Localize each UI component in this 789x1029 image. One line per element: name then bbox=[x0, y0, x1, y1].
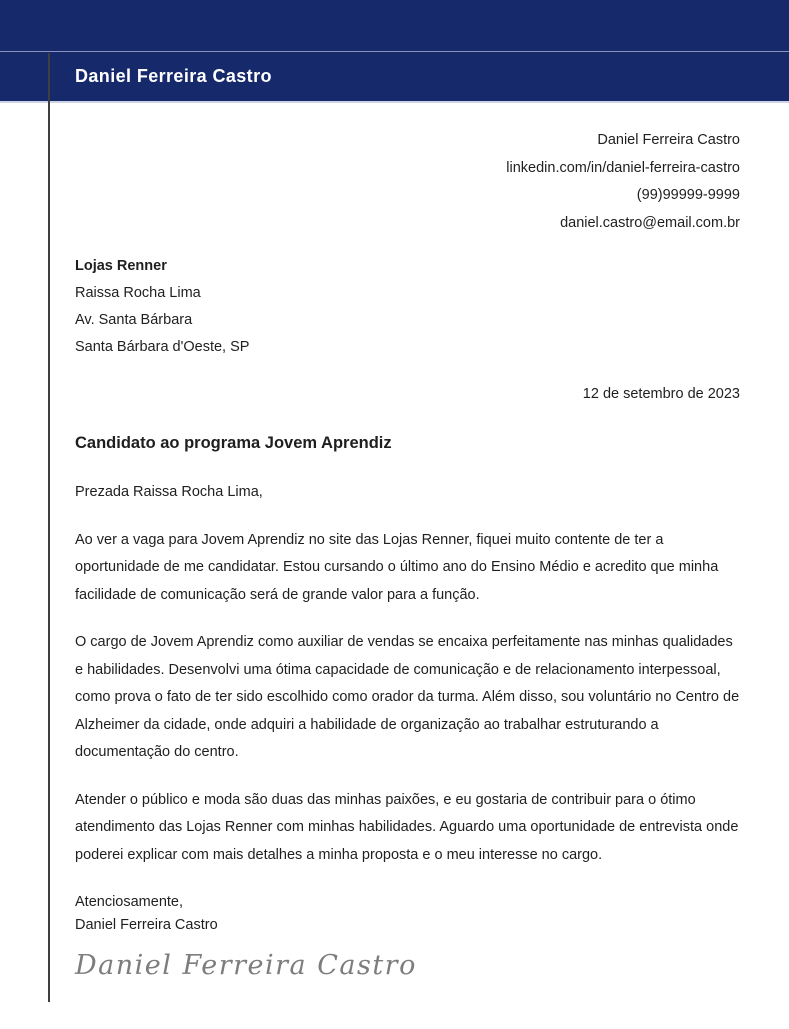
left-vertical-rule bbox=[48, 53, 50, 1002]
page-title: Daniel Ferreira Castro bbox=[75, 66, 272, 86]
contact-email: daniel.castro@email.com.br bbox=[560, 214, 740, 231]
letter-date: 12 de setembro de 2023 bbox=[582, 386, 740, 402]
recipient-company: Lojas Renner bbox=[75, 258, 167, 274]
body-paragraph-1: Ao ver a vaga para Jovem Aprendiz no site das Lojas Renner, fiquei muito contente de ter a oportunidade de me candidatar. Estou cursando o último ano do Ensino Médio e acredito que minha facilidade de comunicação será de grande valor para a função. bbox=[75, 531, 719, 603]
recipient-address: Av. Santa Bárbara bbox=[75, 312, 193, 328]
contact-phone: (99)99999-9999 bbox=[636, 187, 740, 203]
letter-content bbox=[0, 127, 789, 981]
body-paragraph-3: Atender o público e moda são duas das minhas paixões, e eu gostaria de contribuir para o ótimo atendimento das Lojas Renner com minhas habilidades. Aguardo uma oportunidade de entrevista onde poderei explicar com mais detalhes a minha proposta e o meu interesse no cargo. bbox=[75, 791, 739, 863]
handwritten-signature: Daniel Ferreira Castro bbox=[75, 950, 417, 981]
recipient-contact-person: Raissa Rocha Lima bbox=[75, 285, 201, 301]
contact-linkedin: linkedin.com/in/daniel-ferreira-castro bbox=[506, 159, 740, 176]
letter-subject: Candidato ao programa Jovem Aprendiz bbox=[75, 434, 392, 452]
header-name-band bbox=[0, 52, 789, 103]
recipient-city: Santa Bárbara d'Oeste, SP bbox=[75, 339, 250, 355]
contact-name: Daniel Ferreira Castro bbox=[597, 132, 740, 148]
salutation: Prezada Raissa Rocha Lima, bbox=[75, 484, 263, 500]
recipient-block bbox=[75, 253, 740, 361]
contact-block bbox=[75, 127, 740, 237]
closing-block bbox=[75, 891, 740, 936]
header-top-band bbox=[0, 0, 789, 52]
closing-word: Atenciosamente, bbox=[75, 894, 184, 910]
signer-name: Daniel Ferreira Castro bbox=[75, 916, 218, 933]
body-paragraph-2: O cargo de Jovem Aprendiz como auxiliar de vendas se encaixa perfeitamente nas minhas qualidades e habilidades. Desenvolvi uma ótima capacidade de comunicação e de relacionamento interpessoal, como prova o fato de ter sido escolhido como orador da turma. Além disso, sou voluntário no Centro de Alzheimer da cidade, onde adquiri a habilidade de organização ao trabalhar estruturando a documentação do centro. bbox=[75, 634, 740, 760]
